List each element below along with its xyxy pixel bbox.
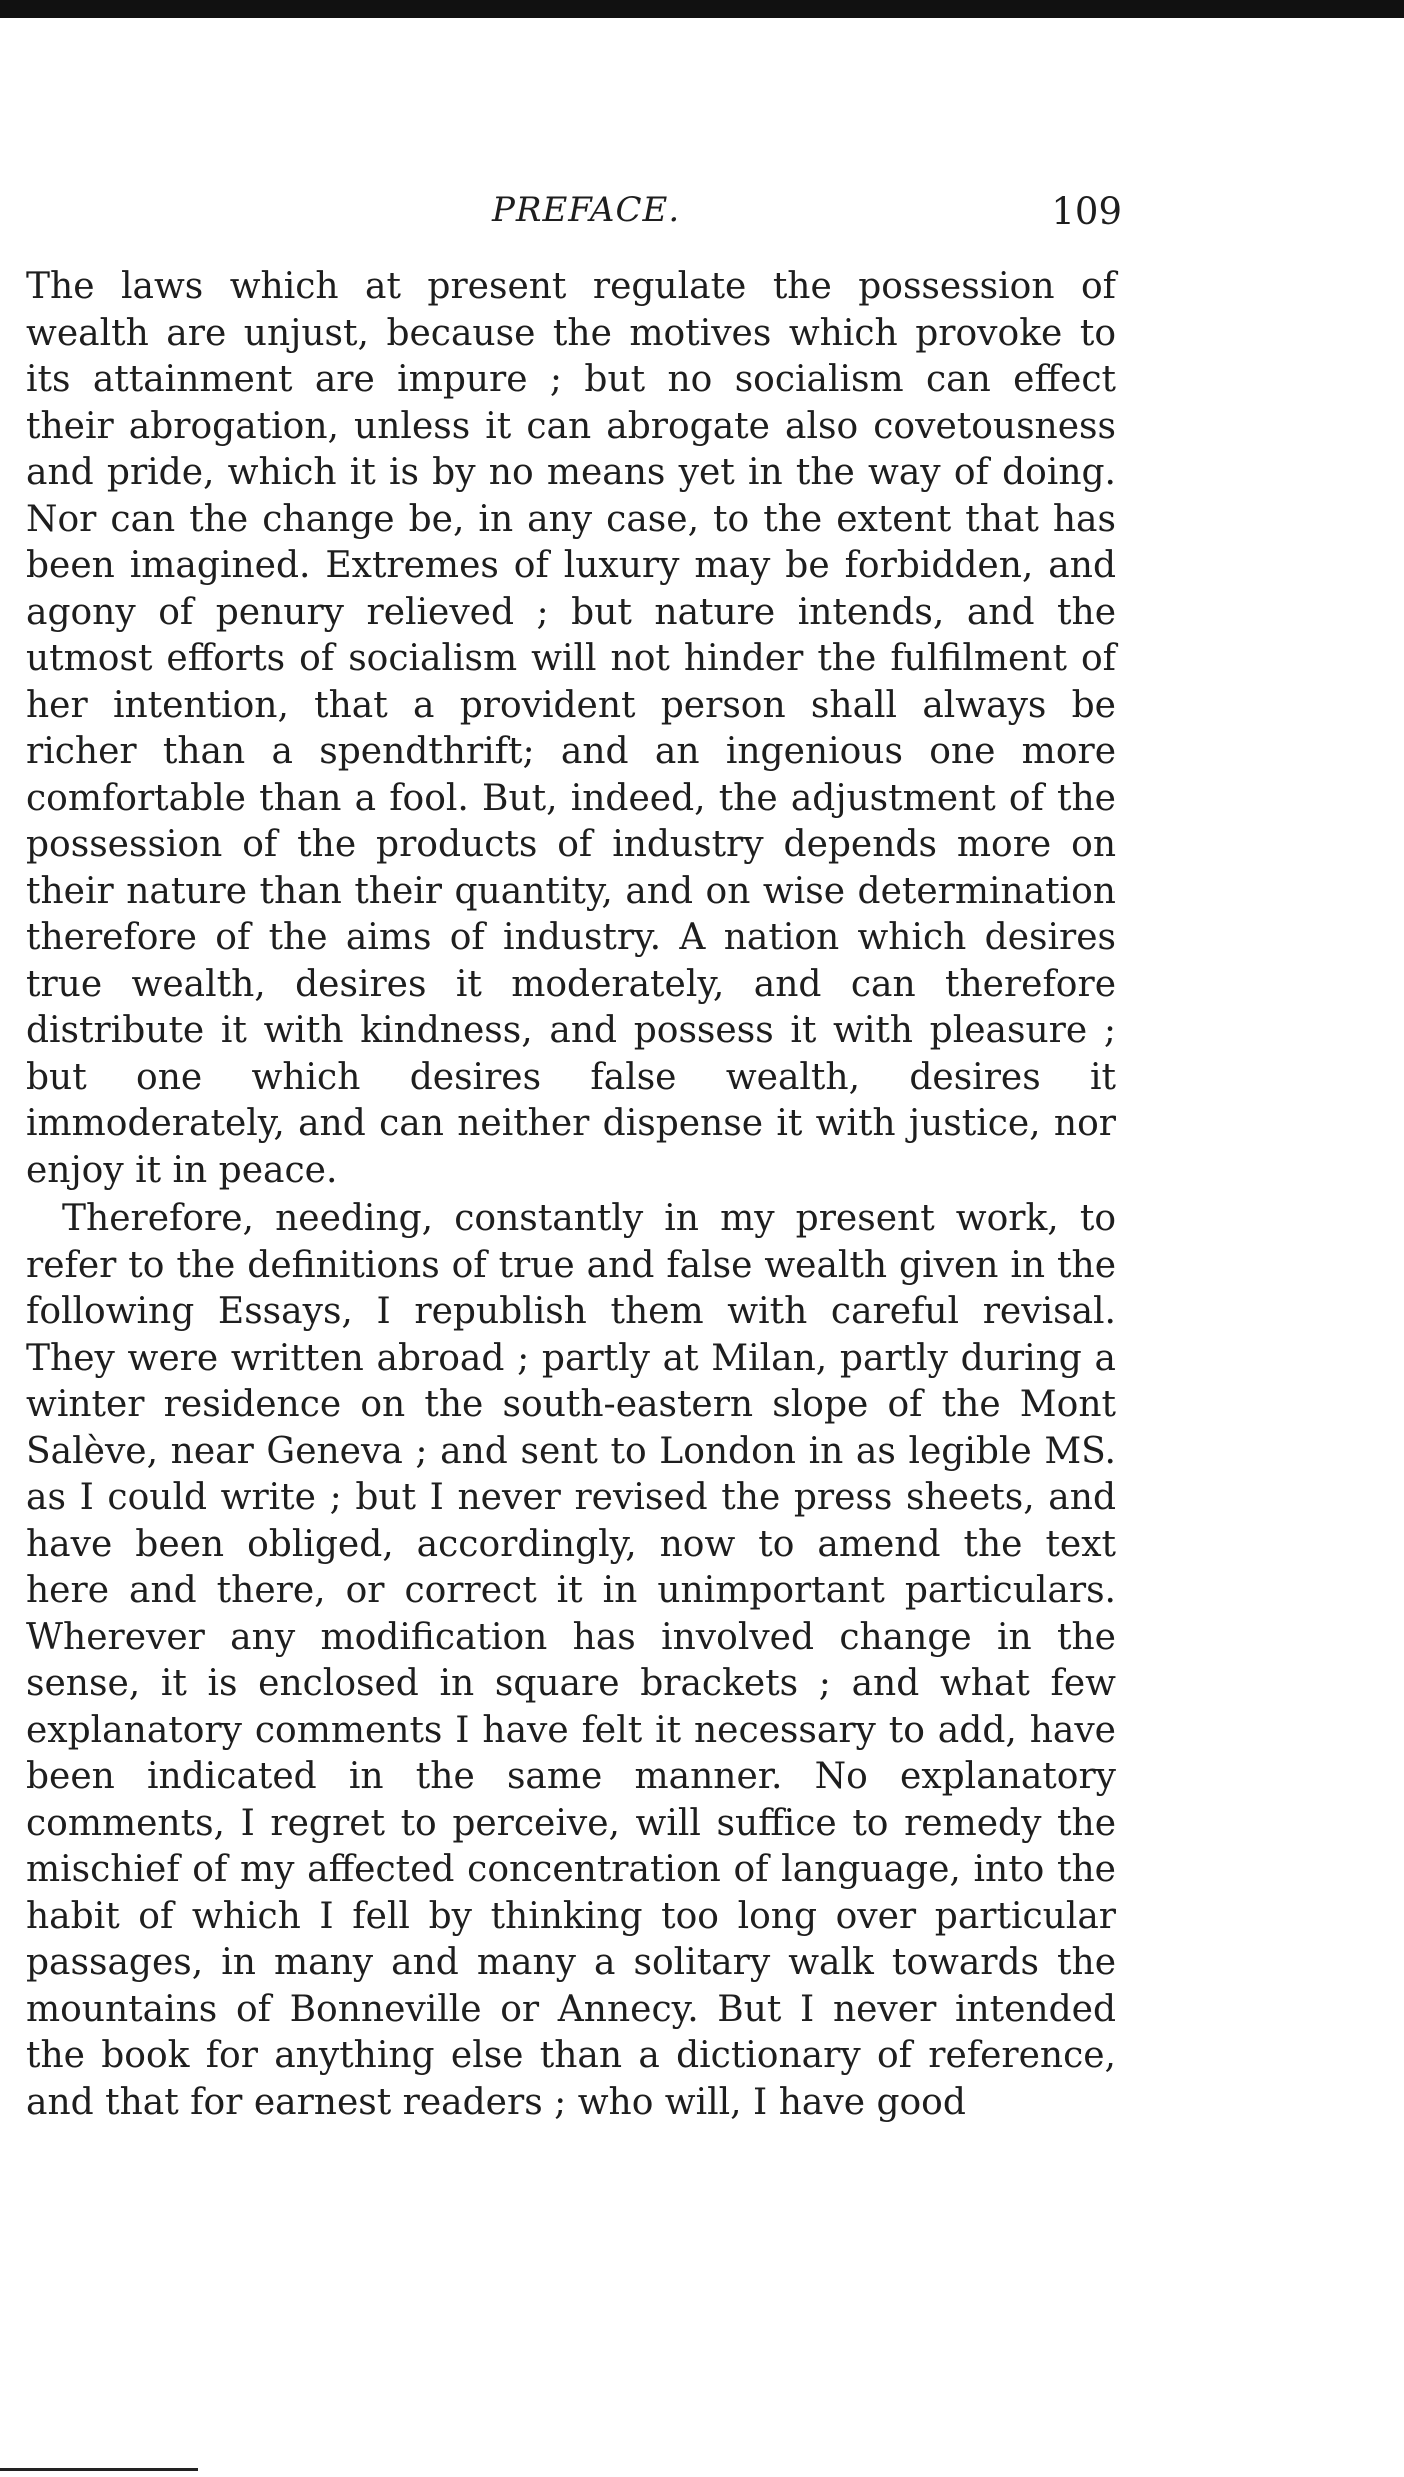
paragraph-1: The laws which at present regulate the possession of wealth are unjust, because the motives which provoke to its attainment are impure ; but no socialism can effect their abrogation, unless it can abrogate also covetousness and pride, which it is by no means yet in the way of doing. Nor can the change be, in any case, to the extent that has been imagined. Extremes of luxury may be forbidden, and agony of penury relieved ; but nature intends, and the utmost efforts of socialism will not hinder the fulfilment of her intention, that a provident person shall always be richer than a spendthrift; and an ingenious one more comfortable than a fool. But, indeed, the adjustment of the possession of the products of industry depends more on their nature than their quantity, and on wise determination therefore of the aims of industry. A nation which desires true wealth, desires it moderately, and can therefore distribute it with kindness, and possess it with pleasure ; but one which desires false wealth, desires it immoderately, and can neither dispense it with justice, nor enjoy it in peace. [26,266,1116,1191]
page-number: 109 [1051,190,1122,233]
running-title: PREFACE. [492,190,681,230]
running-head [32,180,1122,240]
page-body [26,264,1116,2123]
paragraph-2: Therefore, needing, constantly in my present work, to refer to the definitions of true and false wealth given in the following Essays, I republish them with careful revisal. They were written abroad ; partly at Milan, partly during a winter residence on the south-eastern slope of the Mont Salève, near Geneva ; and sent to London in as legible MS. as I could write ; but I never revised the press sheets, and have been obliged, accordingly, now to amend the text here and there, or correct it in unimportant particulars. Wherever any modification has involved change in the sense, it is enclosed in square brackets ; and what few explanatory comments I have felt it necessary to add, have been indicated in the same manner. No explanatory comments, I regret to perceive, will suffice to remedy the mischief of my affected concentration of language, into the habit of which I fell by thinking too long over particular passages, in many and many a solitary walk towards the mountains of Bonneville or Annecy. But I never intended the book for anything else than a dictionary of reference, and that for earnest readers ; who will, I have good [26,1198,1116,2123]
page-bottom-edge-mark [0,2468,198,2471]
page-top-edge-shadow [0,0,1404,18]
